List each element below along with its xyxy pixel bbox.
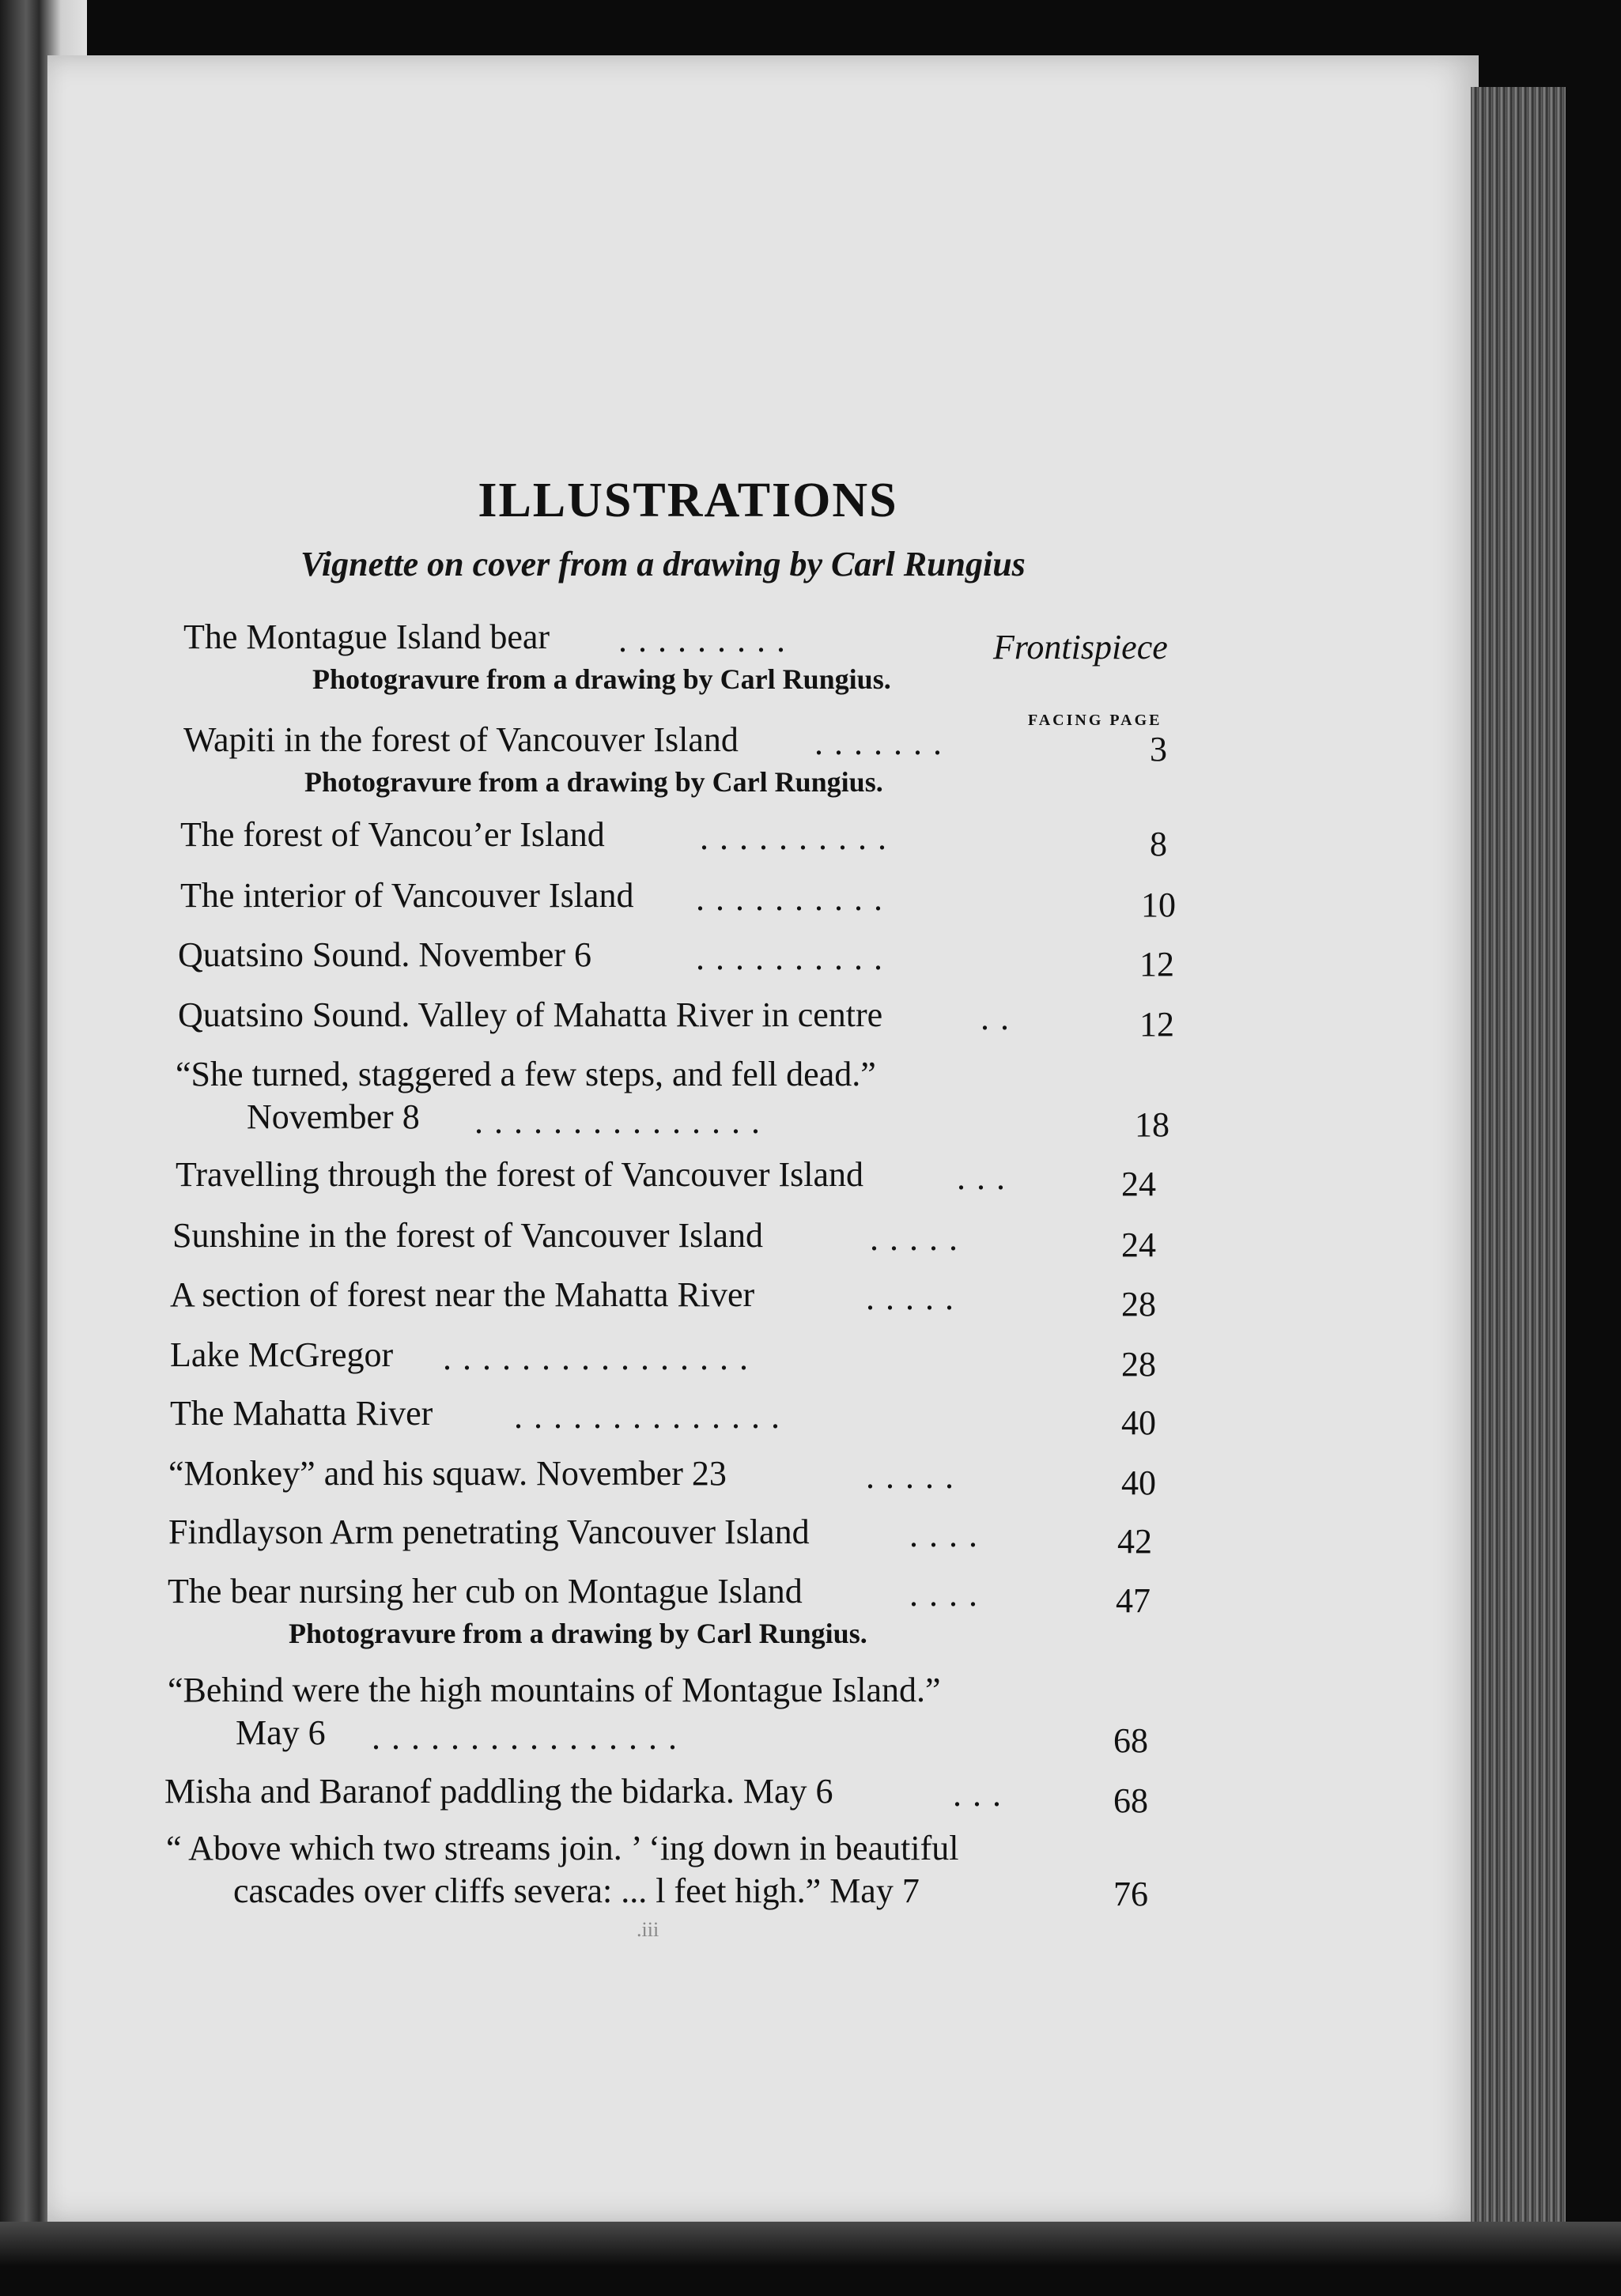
entry-page-number: 76 [1113, 1875, 1148, 1913]
leader-dots: ..... [866, 1457, 965, 1496]
entry-title: Misha and Baranof paddling the bidarka. May 6 [164, 1772, 833, 1811]
entry-page-number: 28 [1121, 1345, 1156, 1384]
entry-title-continued: cascades over cliffs severa: ... l feet high.” May 7 [233, 1871, 920, 1910]
leader-dots: ..... [870, 1219, 969, 1258]
entry-title: Quatsino Sound. Valley of Mahatta River in centre [178, 995, 883, 1034]
page-title: ILLUSTRATIONS [478, 474, 898, 527]
leader-dots: .......... [696, 938, 894, 977]
entry-page-number: 12 [1139, 945, 1174, 984]
leader-dots: .......... [696, 879, 894, 918]
page-folio: .iii [637, 1918, 659, 1941]
entry-title: “Monkey” and his squaw. November 23 [168, 1454, 727, 1493]
leader-dots: ......... [618, 621, 796, 659]
entry-title: Travelling through the forest of Vancouver Island [176, 1155, 864, 1194]
entry-title: “Behind were the high mountains of Montague Island.” [168, 1671, 941, 1709]
entry-page-number: 18 [1135, 1105, 1169, 1144]
entry-note: Photogravure from a drawing by Carl Rungius. [289, 1618, 867, 1649]
entry-title: Sunshine in the forest of Vancouver Island [172, 1216, 764, 1255]
entry-page-number: 40 [1121, 1403, 1156, 1442]
frontispiece-label: Frontispiece [993, 628, 1168, 667]
entry-title: A section of forest near the Mahatta River [170, 1275, 755, 1314]
leader-dots: .......... [700, 818, 897, 857]
leader-dots: ................ [372, 1718, 688, 1757]
entry-title: The Mahatta River [170, 1394, 433, 1433]
entry-title: Findlayson Arm penetrating Vancouver Island [168, 1512, 810, 1551]
entry-title-continued: November 8 [247, 1097, 420, 1136]
entry-page-number: 47 [1116, 1581, 1151, 1620]
leader-dots: .............. [514, 1397, 791, 1436]
page-subtitle: Vignette on cover from a drawing by Carl Rungius [300, 545, 1026, 583]
leader-dots: .. [981, 999, 1020, 1037]
leader-dots: ... [953, 1775, 1012, 1814]
entry-title: The forest of Vancou’er Island [180, 815, 605, 854]
entry-title: Quatsino Sound. November 6 [178, 935, 592, 974]
entry-title: “She turned, staggered a few steps, and fell dead.” [176, 1055, 876, 1093]
leader-dots: .... [909, 1575, 988, 1614]
entry-page-number: 24 [1121, 1165, 1156, 1203]
leader-dots: ....... [814, 723, 953, 762]
entry-page-number: 24 [1121, 1225, 1156, 1264]
leader-dots: ............... [474, 1102, 771, 1141]
leader-dots: ..... [866, 1278, 965, 1317]
entry-page-number: 10 [1141, 886, 1176, 924]
leader-dots: .... [909, 1516, 988, 1554]
entry-title-continued: May 6 [236, 1713, 326, 1752]
entry-title: “ Above which two streams join. ’ ‘ing down in beautiful [166, 1829, 959, 1867]
entry-note: Photogravure from a drawing by Carl Rungius. [304, 766, 883, 798]
leader-dots: ................ [443, 1339, 759, 1377]
entry-page-number: 12 [1139, 1005, 1174, 1044]
entry-title: Lake McGregor [170, 1335, 394, 1374]
entry-page-number: 42 [1117, 1522, 1152, 1561]
entry-page-number: 28 [1121, 1285, 1156, 1324]
entry-title: The interior of Vancouver Island [180, 876, 634, 915]
entry-title: The bear nursing her cub on Montague Island [168, 1572, 803, 1611]
entry-page-number: 8 [1150, 825, 1167, 863]
entry-page-number: 68 [1113, 1721, 1148, 1760]
entry-title: Wapiti in the forest of Vancouver Island [183, 720, 739, 759]
facing-page-label: FACING PAGE [1028, 712, 1162, 729]
entry-page-number: 3 [1150, 730, 1167, 768]
entry-title: The Montague Island bear [183, 617, 550, 656]
entry-page-number: 40 [1121, 1463, 1156, 1502]
leader-dots: ... [957, 1158, 1016, 1197]
entry-page-number: 68 [1113, 1781, 1148, 1820]
entry-note: Photogravure from a drawing by Carl Rungius. [312, 663, 891, 695]
